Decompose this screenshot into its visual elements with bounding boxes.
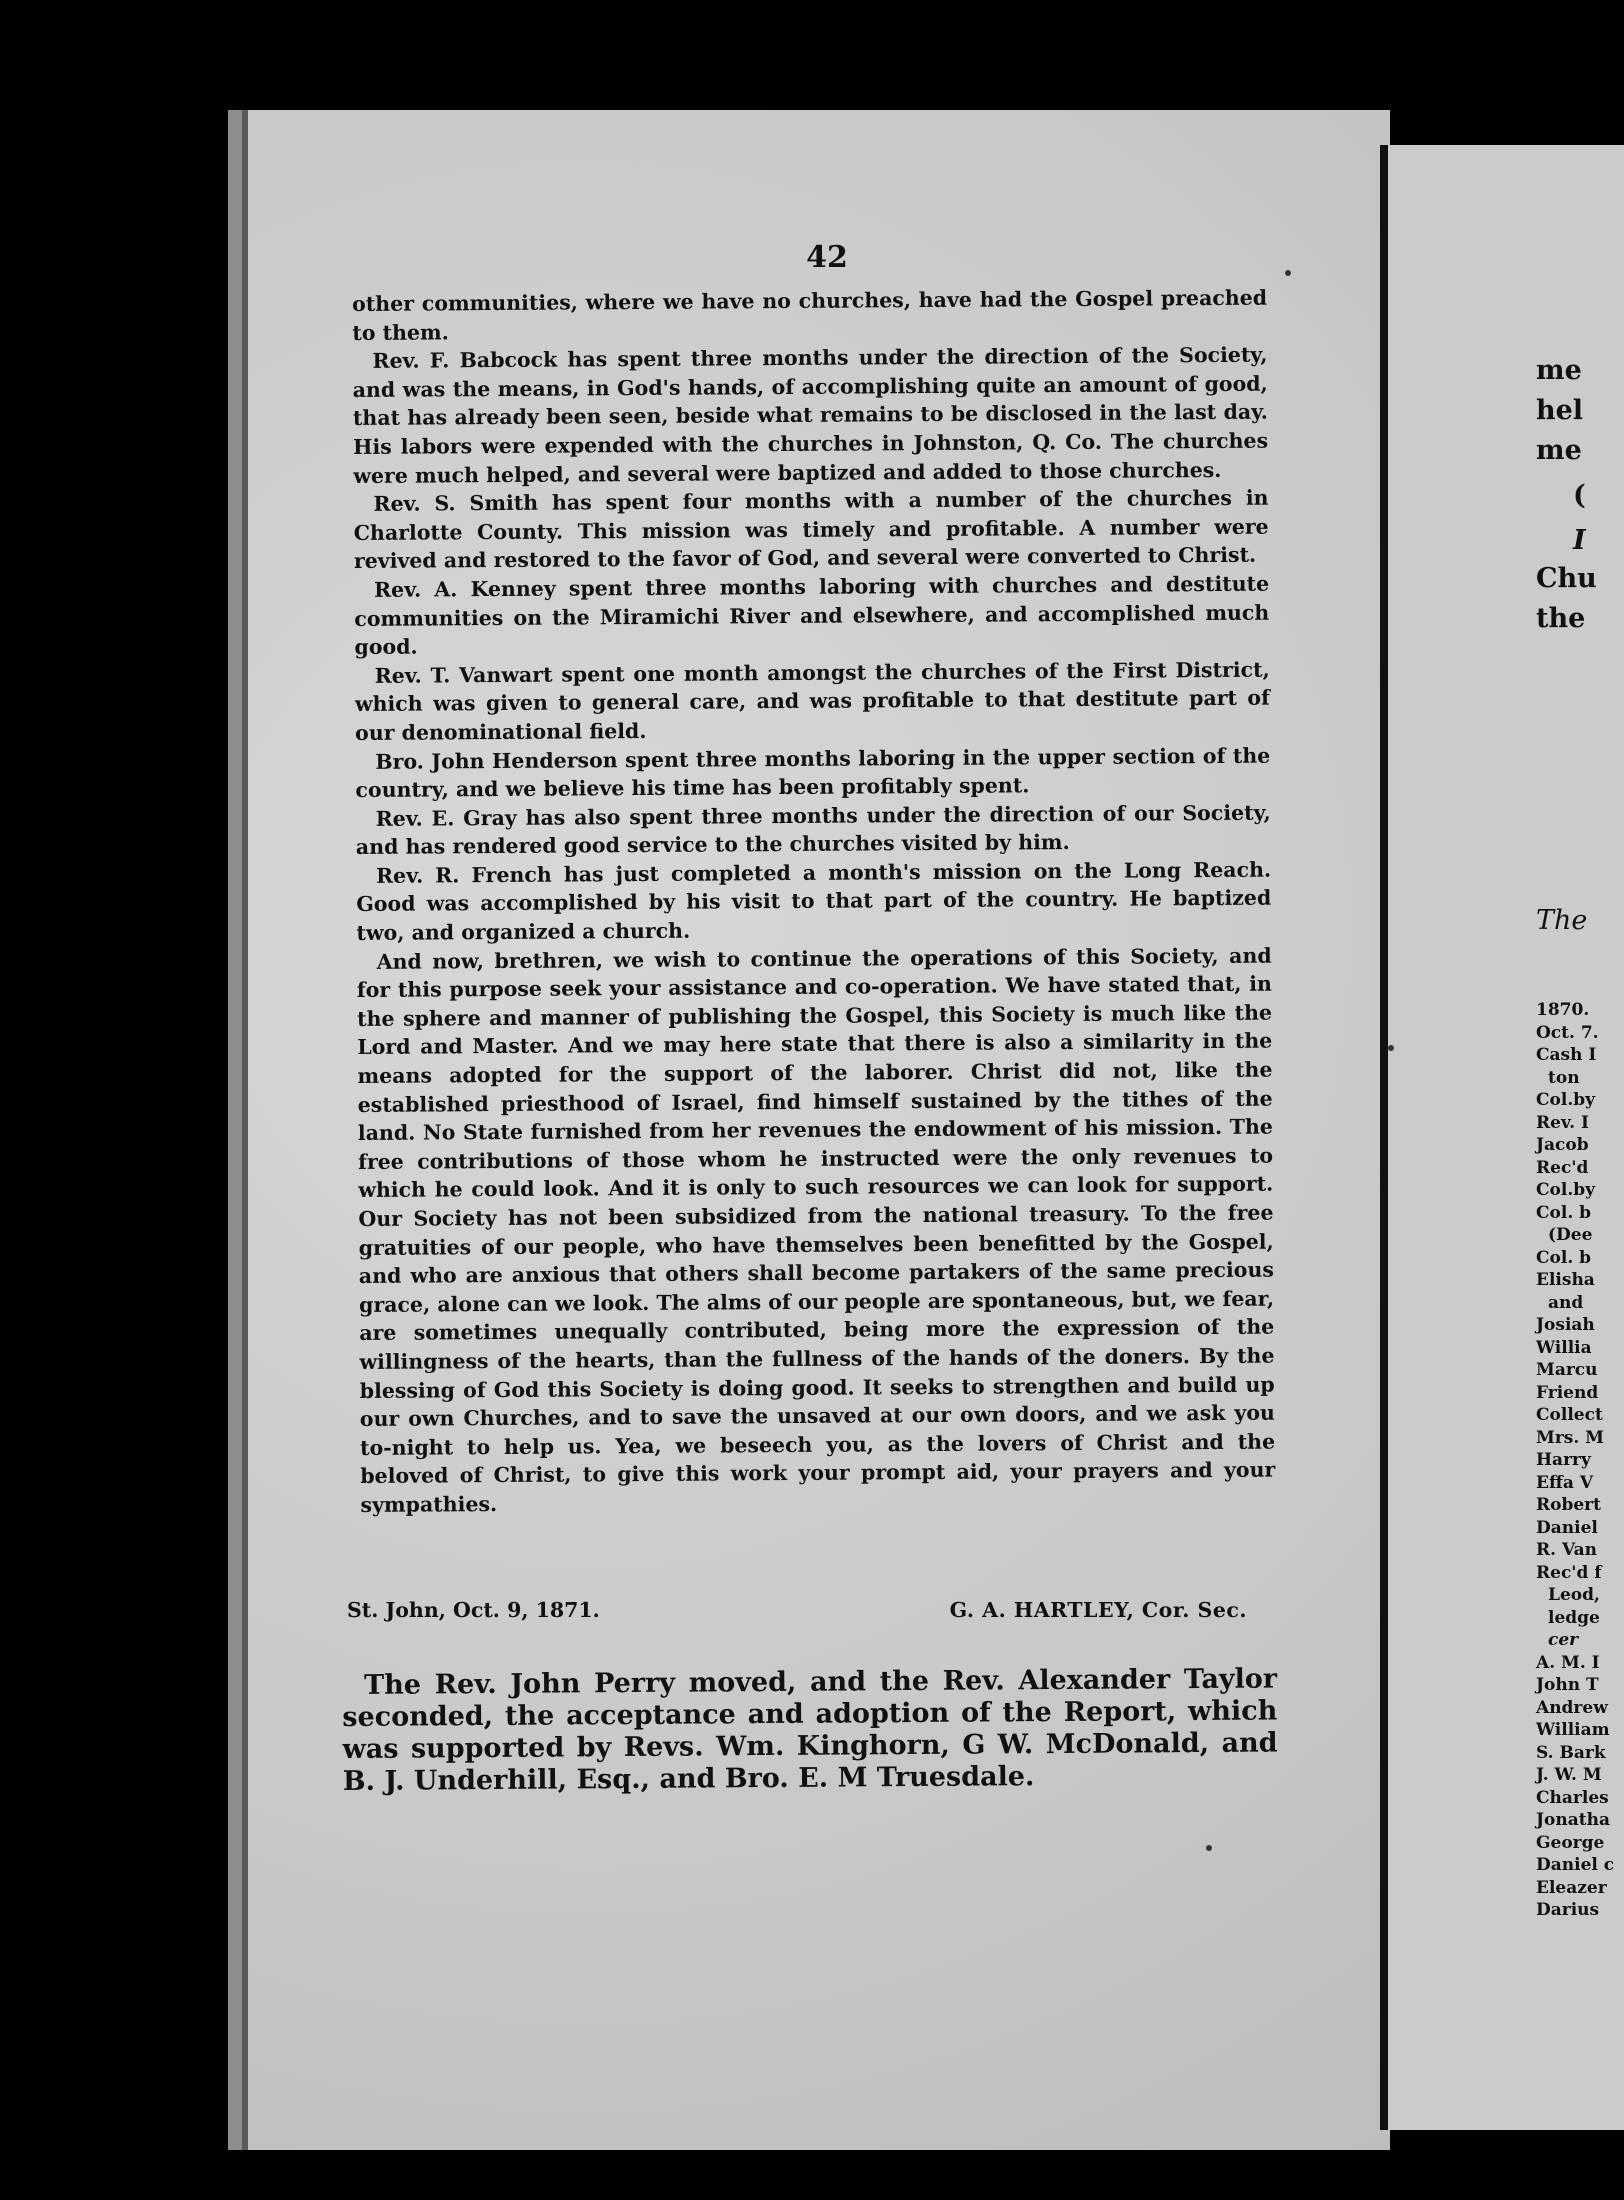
ledger-line: ton [1548, 1067, 1580, 1088]
paragraph: Rev. F. Babcock has spent three months under the direction of the Society, and was the means, in God's hands, of accomplishing quite an amount of good, that has already been seen, beside what remains to be disclosed in the last day. His labors were expended with the churches in Johnston, Q. Co. The churches were much helped, and several were baptized and added to those churches. [352, 342, 1269, 488]
paragraph: Rev. R. French has just completed a month's mission on the Long Reach. Good was accomplished by his visit to that part of the country. He baptized two, and organized a church. [356, 857, 1272, 946]
ledger-line: J. W. M [1536, 1765, 1602, 1785]
ledger-line: Cash I [1536, 1045, 1597, 1065]
ledger-line: Friend [1536, 1382, 1599, 1403]
ledger-line: Rec'd f [1536, 1562, 1602, 1583]
closing-paragraph: The Rev. John Perry moved, and the Rev. Alexander Taylor seconded, the acceptance and adoption of the Report, which was supported by Revs. Wm. Kinghorn, G W. McDonald, and B. J. Underhill, Esq., and Bro. E. M Truesdale. [342, 1663, 1278, 1797]
ledger-line: Harry [1536, 1450, 1591, 1470]
signature-name: G. A. HARTLEY, Cor. Sec. [949, 1598, 1247, 1622]
right-fragment: ( [1573, 480, 1586, 511]
right-fragment: Chu [1536, 563, 1597, 594]
right-heading-fragment: The [1536, 905, 1588, 936]
right-fragment: me [1536, 355, 1582, 386]
ledger-line: ledge [1548, 1607, 1600, 1628]
paragraph: Rev. E. Gray has also spent three months under the direction of our Society, and has rendered good service to the churches visited by him. [355, 800, 1271, 860]
ledger-line: Rev. I [1536, 1112, 1589, 1133]
ledger-line: Oct. 7. [1536, 1022, 1599, 1043]
ledger-line: Eleazer [1536, 1877, 1607, 1898]
ledger-line: Marcu [1536, 1360, 1598, 1380]
ledger-line: S. Bark [1536, 1742, 1606, 1763]
report-body [352, 284, 1276, 1520]
ledger-line: Willia [1536, 1337, 1592, 1358]
ledger-line: William [1536, 1720, 1610, 1740]
ledger-line: Robert [1536, 1495, 1601, 1515]
left-page [228, 110, 1390, 2150]
ledger-line: R. Van [1536, 1540, 1597, 1560]
ledger-line: 1870. [1536, 1000, 1590, 1020]
paragraph: other communities, where we have no churches, have had the Gospel preached to them. [352, 285, 1268, 345]
speck [1206, 1845, 1212, 1851]
paragraph: Rev. S. Smith has spent four months with a number of the churches in Charlotte County. This mission was timely and profitable. A number were revived and restored to the favor of God, and several were converted to Christ. [353, 485, 1269, 574]
ledger-line: Col. b [1536, 1202, 1592, 1223]
ledger-line: Josiah [1536, 1315, 1595, 1335]
ledger-line: Col. b [1536, 1247, 1592, 1268]
signature-place-date: St. John, Oct. 9, 1871. [347, 1598, 600, 1622]
ledger-line: Rec'd [1536, 1157, 1589, 1178]
right-page [1380, 145, 1624, 2130]
ledger-line: Jacob [1536, 1135, 1589, 1155]
paragraph: Rev. A. Kenney spent three months laboring with churches and destitute communities on the Miramichi River and elsewhere, and accomplished much good. [354, 571, 1270, 660]
ledger-line: Mrs. M [1536, 1427, 1604, 1448]
right-fragment: me [1536, 435, 1582, 466]
ledger-line: Charles [1536, 1787, 1609, 1808]
ledger-line: George [1536, 1832, 1605, 1853]
ledger-line: Darius [1536, 1900, 1600, 1920]
ledger-line: John T [1536, 1675, 1599, 1695]
ledger-line: A. M. I [1536, 1652, 1600, 1673]
ledger-line: cer [1548, 1630, 1579, 1650]
right-fragment: I [1573, 525, 1586, 556]
ledger-line: Effa V [1536, 1472, 1594, 1493]
ledger-line: Col.by [1536, 1090, 1596, 1110]
paragraph: Bro. John Henderson spent three months laboring in the upper section of the country, and we believe his time has been profitably spent. [355, 743, 1271, 803]
ledger-line: and [1548, 1292, 1584, 1313]
right-fragment: hel [1536, 395, 1584, 426]
speck [1388, 1045, 1394, 1051]
ledger-line: Andrew [1536, 1697, 1608, 1718]
ledger-line: Col.by [1536, 1180, 1596, 1200]
paragraph: Rev. T. Vanwart spent one month amongst the churches of the First District, which was given to general care, and was profitable to that destitute part of our denominational field. [354, 657, 1270, 745]
ledger-line: Leod, [1548, 1585, 1600, 1605]
page-number: 42 [806, 240, 848, 275]
speck [1285, 270, 1291, 276]
ledger-line: Jonatha [1536, 1810, 1610, 1830]
right-fragment: the [1536, 603, 1586, 634]
ledger-line: Daniel c [1536, 1855, 1615, 1875]
paragraph: And now, brethren, we wish to continue the operations of this Society, and for this purpose seek your assistance and co-operation. We have stated that, in the sphere and manner of publishing the Gospel, this Society is much like the Lord and Master. And we may here state that there is also a similarity in the means adopted for the support of the laborer. Christ did not, like the established priesthood of Israel, find himself sustained by the tithes of the land. No State furnished from her revenues the endowment of his mission. The free contributions of those whom he instructed were the only revenues to which he could look. And it is only to such resources we can look for support. Our Society has not been subsidized from the national treasury. To the free gratuities of our people, who have themselves been benefitted by the Gospel, and who are anxious that others shall become partakers of the same precious grace, alone can we look. The alms of our people are spontaneous, but, we fear, are sometimes unequally contributed, being more the expression of the willingness of the hearts, than the fullness of the hands of the doners. By the blessing of God this Society is doing good. It seeks to strengthen and build up our own Churches, and to save the unsaved at our own doors, and we ask you to-night to help us. Yea, we beseech you, as the lovers of Christ and the beloved of Christ, to give this work your prompt aid, your prayers and your sympathies. [356, 943, 1276, 1517]
ledger-line: Daniel [1536, 1517, 1598, 1538]
ledger-line: Collect [1536, 1405, 1603, 1425]
ledger-line: (Dee [1548, 1225, 1593, 1245]
signature-line [347, 1598, 1267, 1630]
ledger-line: Elisha [1536, 1270, 1595, 1290]
